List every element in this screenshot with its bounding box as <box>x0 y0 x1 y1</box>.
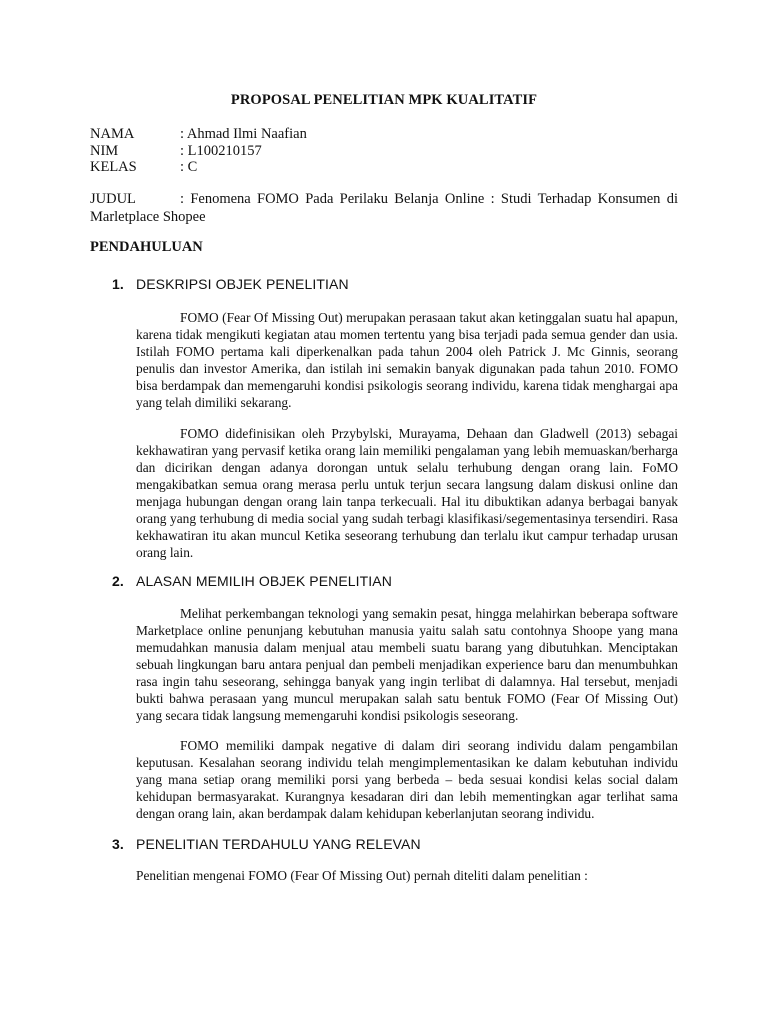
paragraph-2-2: FOMO memiliki dampak negative di dalam diri seorang individu dalam pengambilan keputusan. Kesalahan seorang individu telah mengimplementasikan ke dalam kebutuhan individu yang mana setiap orang memiliki porsi yang berbeda – beda sesuai kondisi kelas social dalam kehidupan bermasyarakat. Kurangnya kesadaran diri dan lebih mementingkan agar terlihat sama dengan orang lain, akan berdampak dalam kehidupan keberlanjutan seorang individu. <box>136 738 678 821</box>
section-heading: PENDAHULUAN <box>90 239 203 255</box>
paragraph-1-1: FOMO (Fear Of Missing Out) merupakan perasaan takut akan ketinggalan suatu hal apapun, karena tidak mengikuti kegiatan atau momen tertentu yang bisa terjadi pada semua gender dan usia. Istilah FOMO pertama kali diperkenalkan pada tahun 2004 oleh Patrick J. Mc Ginnis, seorang penulis dan investor Amerika, dan istilah ini semakin banyak digunakan pada tahun 2010. FOMO bisa berdampak dan memengaruhi kondisi psikologis seorang individu, karena tidak menghargai apa yang telah dimiliki sekarang. <box>136 310 678 410</box>
info-label: NAMA <box>90 126 135 142</box>
judul-label: JUDUL <box>90 191 136 207</box>
subheading-number: 3. <box>112 836 124 852</box>
judul-block <box>90 190 678 226</box>
info-label: NIM <box>90 143 119 159</box>
subheading-title: ALASAN MEMILIH OBJEK PENELITIAN <box>136 573 392 589</box>
info-row-nim <box>90 143 262 160</box>
subheading-title: DESKRIPSI OBJEK PENELITIAN <box>136 276 349 292</box>
subheading-title: PENELITIAN TERDAHULU YANG RELEVAN <box>136 836 421 852</box>
paragraph-1-2: FOMO didefinisikan oleh Przybylski, Murayama, Dehaan dan Gladwell (2013) sebagai kekhawatiran yang pervasif ketika orang lain memiliki pengalaman yang lebih memuaskan/berharga dan dicirikan dengan adanya dorongan untuk selalu terhubung dengan orang lain. FoMO mengakibatkan semua orang merasa perlu untuk terjun secara langsung dalam diskusi online dan menjaga hubungan dengan orang lain tanpa terkecuali. Hal itu dibuktikan adanya berbagai banyak orang yang terhubung di media social yang sudah terbagi klasifikasi/segementasinya tersendiri. Rasa kekhawatiran itu akan muncul Ketika seseorang terhubung dan terlalu ikut campur terhadap urusan orang lain. <box>136 426 678 560</box>
paragraph-3-1: Penelitian mengenai FOMO (Fear Of Missing Out) pernah diteliti dalam penelitian : <box>136 868 588 883</box>
subheading-number: 1. <box>112 276 124 292</box>
info-row-kelas <box>90 159 197 176</box>
subheading-number: 2. <box>112 573 124 589</box>
info-label: KELAS <box>90 159 137 175</box>
subheading-2 <box>90 573 392 589</box>
info-value: : C <box>180 159 198 175</box>
subheading-3 <box>90 836 421 852</box>
document-title: PROPOSAL PENELITIAN MPK KUALITATIF <box>230 92 538 108</box>
info-row-nama <box>90 126 307 143</box>
subheading-1 <box>90 276 349 292</box>
judul-value: : Fenomena FOMO Pada Perilaku Belanja Online : Studi Terhadap Konsumen di Marletplace Shopee <box>90 191 678 225</box>
paragraph-2-1: Melihat perkembangan teknologi yang semakin pesat, hingga melahirkan beberapa software Marketplace online penunjang kebutuhan manusia yaitu salah satu contohnya Shoope yang mana memudahkan manusia dalam menjual atau membeli suatu barang yang dibutuhkan. Menciptakan sebuah lingkungan baru antara penjual dan pembeli menjadikan experience baru dan menumbuhkan rasa ingin tahu seseorang, sehingga banyak yang ingin terlibat di dalamnya. Hal tersebut, menjadi bukti bahwa perasaan yang muncul merupakan salah satu bentuk FOMO (Fear Of Missing Out) yang secara tidak langsung memengaruhi kondisi psikologis seseorang. <box>136 606 678 723</box>
info-value: : Ahmad Ilmi Naafian <box>180 126 307 142</box>
info-value: : L100210157 <box>180 143 262 159</box>
